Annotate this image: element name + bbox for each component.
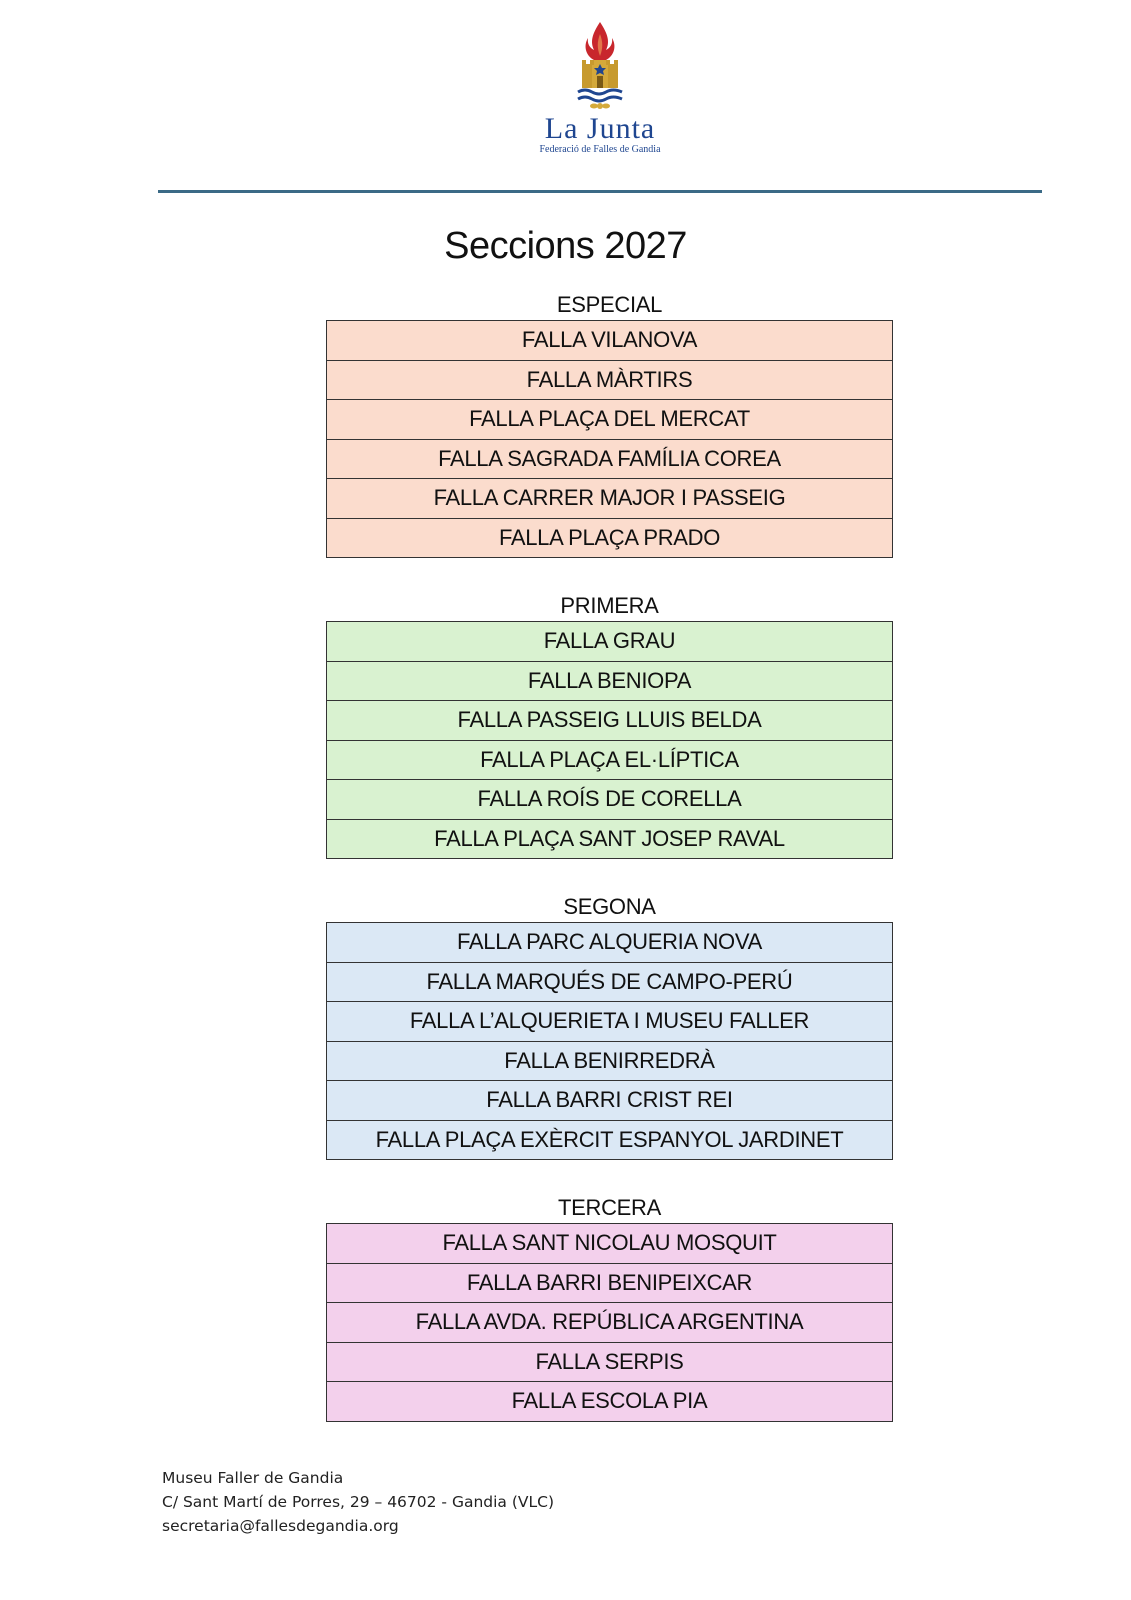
section-especial — [326, 290, 893, 558]
table-row: FALLA GRAU — [327, 622, 892, 662]
table-row: FALLA PASSEIG LLUIS BELDA — [327, 701, 892, 741]
table-row: FALLA PLAÇA SANT JOSEP RAVAL — [327, 820, 892, 859]
table-row: FALLA BARRI BENIPEIXCAR — [327, 1264, 892, 1304]
table-row: FALLA ROÍS DE CORELLA — [327, 780, 892, 820]
table-row: FALLA ESCOLA PIA — [327, 1382, 892, 1421]
section-tercera — [326, 1193, 893, 1422]
section-heading: ESPECIAL — [556, 292, 663, 317]
section-table — [326, 320, 893, 558]
section-heading: PRIMERA — [560, 593, 659, 618]
table-row: FALLA BENIRREDRÀ — [327, 1042, 892, 1082]
footer-email: secretaria@fallesdegandia.org — [162, 1517, 399, 1535]
section-primera — [326, 591, 893, 859]
section-table — [326, 1223, 893, 1422]
table-row: FALLA SANT NICOLAU MOSQUIT — [327, 1224, 892, 1264]
table-row: FALLA PARC ALQUERIA NOVA — [327, 923, 892, 963]
section-heading: TERCERA — [557, 1195, 662, 1220]
table-row: FALLA PLAÇA DEL MERCAT — [327, 400, 892, 440]
table-row: FALLA SERPIS — [327, 1343, 892, 1383]
logo-title: La Junta — [544, 112, 656, 145]
footer-museum-name: Museu Faller de Gandia — [162, 1469, 344, 1487]
table-row: FALLA VILANOVA — [327, 321, 892, 361]
table-row: FALLA CARRER MAJOR I PASSEIG — [327, 479, 892, 519]
section-table — [326, 922, 893, 1160]
crest-icon — [570, 20, 630, 112]
header-divider — [158, 190, 1042, 193]
table-row: FALLA SAGRADA FAMÍLIA COREA — [327, 440, 892, 480]
logo — [520, 20, 680, 156]
table-row: FALLA PLAÇA EL·LÍPTICA — [327, 741, 892, 781]
table-row: FALLA PLAÇA EXÈRCIT ESPANYOL JARDINET — [327, 1121, 892, 1160]
table-row: FALLA MÀRTIRS — [327, 361, 892, 401]
section-heading: SEGONA — [563, 894, 656, 919]
table-row: FALLA MARQUÉS DE CAMPO-PERÚ — [327, 963, 892, 1003]
footer — [162, 1466, 554, 1538]
section-table — [326, 621, 893, 859]
sections-list — [326, 290, 893, 1455]
table-row: FALLA BARRI CRIST REI — [327, 1081, 892, 1121]
footer-address: C/ Sant Martí de Porres, 29 – 46702 - Gandia (VLC) — [162, 1493, 555, 1511]
table-row: FALLA L’ALQUERIETA I MUSEU FALLER — [327, 1002, 892, 1042]
section-segona — [326, 892, 893, 1160]
page-title: Seccions 2027 — [444, 225, 687, 267]
table-row: FALLA BENIOPA — [327, 662, 892, 702]
table-row: FALLA AVDA. REPÚBLICA ARGENTINA — [327, 1303, 892, 1343]
table-row: FALLA PLAÇA PRADO — [327, 519, 892, 558]
logo-subtitle: Federació de Falles de Gandia — [539, 144, 661, 155]
